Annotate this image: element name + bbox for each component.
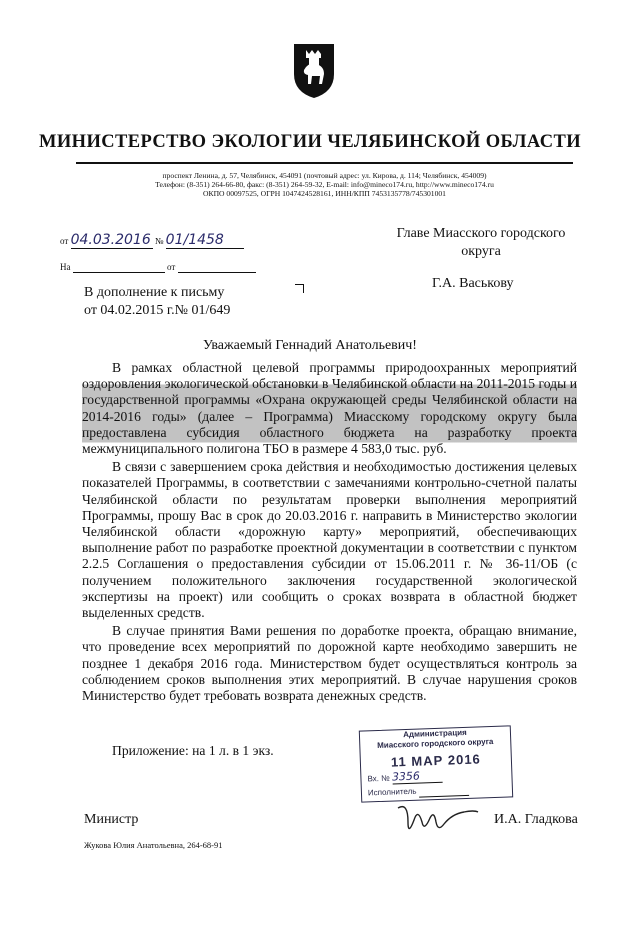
letter-body xyxy=(82,360,577,706)
outgoing-registration xyxy=(60,232,244,249)
addressee-line1: Главе Миасского городского xyxy=(396,226,566,241)
body-paragraph-3: В случае принятия Вами решения по доработке проекта, обращаю внимание, что проведение всех мероприятий по дорожной карте необходимо завершить не позднее 1 декабря 2016 года. Министерством будет осуществляться контроль за соблюдением сроков выполнения этих мероприятий. В случае нарушения сроков Министерство будет требовать возврата денежных средств. xyxy=(82,623,577,704)
stamp-in-number-row xyxy=(361,768,511,785)
attachment-note: Приложение: на 1 л. в 1 экз. xyxy=(112,743,274,758)
na-label: На xyxy=(60,262,71,272)
outgoing-number: 01/1458 xyxy=(165,232,224,248)
from-label: от xyxy=(60,236,69,246)
corner-mark xyxy=(295,284,304,293)
stamp-org-sub: Миасского городского округа xyxy=(377,736,494,751)
stamp-in-label: Вх. № xyxy=(367,773,390,784)
incoming-stamp xyxy=(359,725,513,802)
addressee-name: Г.А. Васькову xyxy=(432,276,514,291)
stamp-date: 11 МАР 2016 xyxy=(390,751,482,770)
addressee xyxy=(385,225,577,261)
signatory-position: Министр xyxy=(84,812,139,827)
handwritten-signature xyxy=(392,800,482,840)
body-paragraph-2: В связи с завершением срока действия и необходимостью достижения целевых показателей Программы, в соответствии с замечаниями контрольно-счетной палаты Челябинской области по результатам проверки выполнения мероприятий Программы, прошу Вас в срок до 20.03.2016 г. направить в Министерство экологии Челябинской области «дорожную карту» мероприятий, обеспечивающих выполнение работ по разработке проектной документации в соответствии с пунктом 2.2.5 Соглашения о предоставления субсидии от 15.06.2011 г. № 36-11/ОБ (с получением положительного заключения государственной экологической экспертизы на проект) или сообщить о сроках возврата в областной бюджет выделенных средств. xyxy=(82,459,577,621)
addressee-line2: округа xyxy=(461,244,501,259)
reference-line1: В дополнение к письму xyxy=(84,285,225,300)
salutation: Уважаемый Геннадий Анатольевич! xyxy=(203,338,417,353)
body-paragraph-1: В рамках областной целевой программы природоохранных мероприятий оздоровления экологической обстановки в Челябинской области на 2011-2015 годы и государственной программы «Охрана окружающей среды Челябинской области на 2014-2016 годы» (далее – Программа) Миасскому городскому округу была предоставлена субсидия областного бюджета на разработку проекта межмуниципального полигона ТБО в размере 4 583,0 тыс. руб. xyxy=(82,360,577,457)
signatory-name: И.А. Гладкова xyxy=(494,812,578,827)
coat-of-arms-icon xyxy=(290,40,338,100)
stamp-org: Администрация xyxy=(402,727,467,740)
outgoing-date: 04.03.2016 xyxy=(70,232,151,248)
letter-reference xyxy=(84,284,230,320)
ot-label: от xyxy=(167,262,176,272)
header-rule xyxy=(76,162,573,164)
stamp-executor-row xyxy=(362,783,512,799)
ministry-title: МИНИСТЕРСТВО ЭКОЛОГИИ ЧЕЛЯБИНСКОЙ ОБЛАСТИ xyxy=(39,132,581,152)
stamp-executor-label: Исполнитель xyxy=(367,786,417,798)
contacts-phone: Телефон: (8-351) 264-66-80, факс: (8-351) 264-59-32, E-mail: info@mineco174.ru, http://www.mineco174.ru xyxy=(155,180,494,190)
contacts-codes: ОКПО 00097525, ОГРН 1047424528161, ИНН/КПП 7453135778/745301001 xyxy=(203,189,446,199)
ministry-contacts xyxy=(76,171,573,199)
contacts-address: проспект Ленина, д. 57, Челябинск, 454091 (почтовый адрес: ул. Кирова, д. 114; Челябинск, 454009) xyxy=(162,171,487,180)
executor-contact: Жукова Юлия Анатольевна, 264-68-91 xyxy=(84,840,223,850)
reference-line2: от 04.02.2015 г.№ 01/649 xyxy=(84,303,231,318)
stamp-in-number: 3356 xyxy=(391,769,421,784)
number-label: № xyxy=(154,236,164,246)
incoming-reference-line xyxy=(60,262,256,273)
